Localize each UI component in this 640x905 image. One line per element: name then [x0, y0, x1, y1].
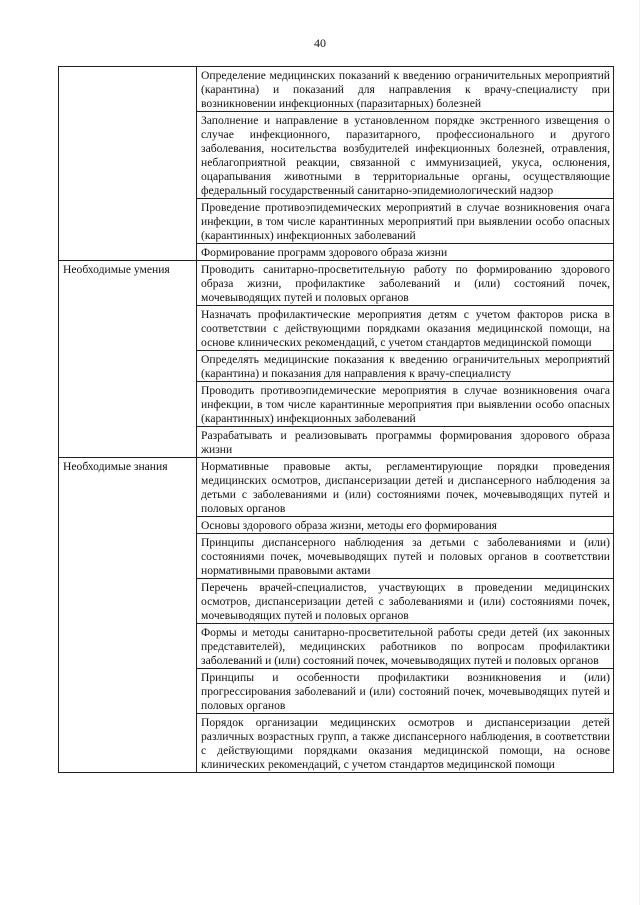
skill-item: Проводить санитарно-просветительную работу по формированию здорового образа жизни, профилактике заболеваний и (или) состояний почек, мочевыводящих путей и половых органов: [197, 261, 614, 306]
knowledge-item: Нормативные правовые акты, регламентирующие порядки проведения медицинских осмотров, диспансеризации детей и диспансерного наблюдения за детьми с заболеваниями и (или) состояниями почек, мочевыводящих путей и половых органов: [197, 458, 614, 517]
action-item: Проведение противоэпидемических мероприятий в случае возникновения очага инфекции, в том числе карантинных мероприятий при выявлении особо опасных (карантинных) инфекционных заболеваний: [197, 199, 614, 244]
action-item: Формирование программ здорового образа жизни: [197, 244, 614, 261]
table-row: [59, 67, 614, 112]
knowledge-item: Принципы и особенности профилактики возникновения и (или) прогрессирования заболеваний и (или) состояний почек, мочевыводящих путей и половых органов: [197, 669, 614, 714]
competency-table: [58, 66, 614, 773]
page-number: 40: [314, 36, 326, 50]
skill-item: Разрабатывать и реализовывать программы формирования здорового образа жизни: [197, 427, 614, 458]
action-item: Заполнение и направление в установленном порядке экстренного извещения о случае инфекционного, паразитарного, профессионального и другого заболевания, носительства возбудителей инфекционных болезней, отравления, неблагоприятной реакции, связанной с иммунизацией, укуса, ослюнения, оцарапывания животными в территориальные органы, осуществляющие федеральный государственный санитарно-эпидемиологический надзор: [197, 112, 614, 199]
skill-item: Проводить противоэпидемические мероприятия в случае возникновения очага инфекции, в том числе карантинные мероприятия при выявлении особо опасных (карантинных) инфекционных заболеваний: [197, 382, 614, 427]
table-row: [59, 261, 614, 306]
knowledge-item: Основы здорового образа жизни, методы его формирования: [197, 517, 614, 534]
skill-item: Назначать профилактические мероприятия детям с учетом факторов риска в соответствии с действующими порядками оказания медицинской помощи, на основе клинических рекомендаций, с учетом стандартов медицинской помощи: [197, 306, 614, 351]
table-row: [59, 458, 614, 517]
skill-item: Определять медицинские показания к введению ограничительных мероприятий (карантина) и показания для направления к врачу-специалисту: [197, 351, 614, 382]
action-item: Определение медицинских показаний к введению ограничительных мероприятий (карантина) и показаний для направления к врачу-специалисту при возникновении инфекционных (паразитарных) болезней: [197, 67, 614, 112]
section-label-empty: [59, 67, 197, 261]
knowledge-item: Порядок организации медицинских осмотров и диспансеризации детей различных возрастных групп, а также диспансерного наблюдения, в соответствии с действующими порядками оказания медицинской помощи, на основе клинических рекомендаций, с учетом стандартов медицинской помощи: [197, 714, 614, 773]
knowledge-item: Перечень врачей-специалистов, участвующих в проведении медицинских осмотров, диспансеризации детей с заболеваниями и (или) состояниями почек, мочевыводящих путей и половых органов: [197, 579, 614, 624]
knowledge-item: Формы и методы санитарно-просветительной работы среди детей (их законных представителей), медицинских работников по вопросам профилактики заболеваний и (или) состояний почек, мочевыводящих путей и половых органов: [197, 624, 614, 669]
section-label-knowledge: Необходимые знания: [59, 458, 197, 773]
knowledge-item: Принципы диспансерного наблюдения за детьми с заболеваниями и (или) состояниями почек, мочевыводящих путей и половых органов в соответствии нормативными правовыми актами: [197, 534, 614, 579]
section-label-skills: Необходимые умения: [59, 261, 197, 458]
